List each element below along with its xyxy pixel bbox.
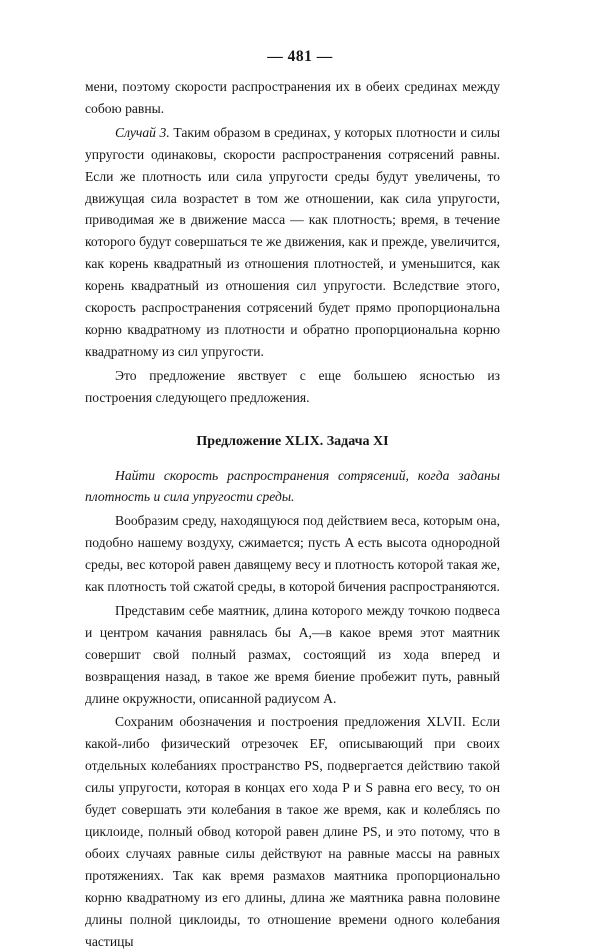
page-number: — 481 — [267, 48, 333, 65]
page-body [85, 76, 500, 952]
paragraph-case-3 [85, 122, 500, 363]
case-label: Случай 3. [115, 124, 170, 140]
paragraph-1: мени, поэтому скорости распространения их в обеих срединах между собою равны. [85, 79, 500, 116]
paragraph-5: Представим себе маятник, длина которого между точкою подвеса и центром качания равнялась бы A,—в какое время этот маятник совершит свой полный размах, состоящий из хода вперед и возвращения назад, в такое же время биение пробежит путь, равный длине окружности, описанной радиусом A. [85, 602, 500, 706]
paragraph-4: Вообразим среду, находящуюся под действием веса, которым она, подобно нашему воздуху, сжимается; пусть A есть высота однородной среды, вес которой равен давящему весу и плотность которой такая же, как плотность той сжатой среды, в которой бичения распространяются. [85, 513, 500, 595]
proposition-heading: Предложение XLIX. Задача XI [196, 433, 389, 449]
case-text: Таким образом в срединах, у которых плотности и силы упругости одинаковы, скорости распространения сотрясений равны. Если же плотность или сила упругости среды будут увеличены, то движущая сила возрастет в том же отношении, как сила упругости, приводимая же в движение масса — как плотность; время, в течение которого будут совершаться те же движения, как и прежде, увеличится, как корень квадратный из отношения плотностей, и уменьшится, как корень квадратный из отношения сил упругости. Вследствие этого, скорость распространения сотрясений будет прямо пропорциональна корню квадратному из плотности и обратно пропорциональна корню квадратному из сил упругости. [85, 124, 500, 359]
paragraph-6: Сохраним обозначения и построения предложения XLVII. Если какой-либо физический отрезочек EF, описывающий при своих отдельных колебаниях пространство PS, подвергается действию такой силы упругости, которая в концах его хода P и S равна его весу, то он будет совершать эти колебания в такое же время, как и колеблясь по циклоиде, полный обвод которой равен длине PS, и это потому, что в обоих случаях равные силы действуют на равные массы на равных протяжениях. Так как время размахов маятника пропорционально корню квадратному из его длины, длина же маятника равна половине длины полной циклоиды, то отношение времени одного колебания частицы [85, 714, 500, 949]
paragraph-3: Это предложение явствует с еще большею ясностью из построения следующего предложения. [85, 367, 500, 405]
problem-statement: Найти скорость распространения сотрясений, когда заданы плотность и сила упругости среды. [85, 467, 500, 505]
